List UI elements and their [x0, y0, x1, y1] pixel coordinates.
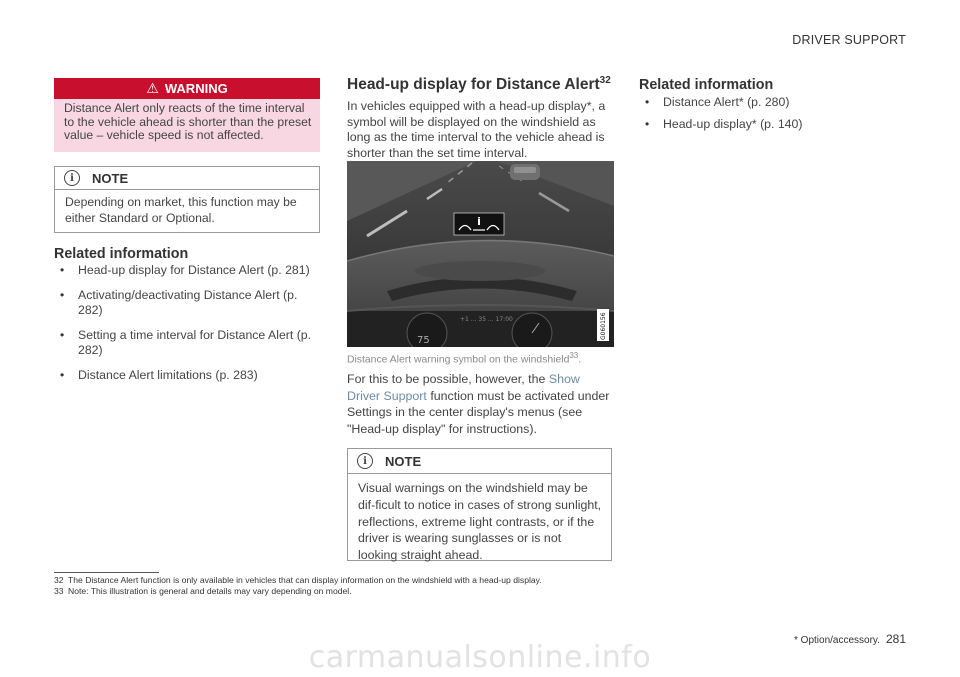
section-heading [347, 76, 611, 94]
footnote-text: Note: This illustration is general and details may vary depending on model. [68, 586, 352, 596]
related-info-heading: Related information [639, 77, 774, 93]
info-icon: i [357, 453, 373, 469]
footnote-number: 33 [54, 586, 64, 596]
para-text: function must be activated under Settings in the center display's menus (see "Head-up display" for instructions). [347, 388, 610, 436]
related-link-item[interactable]: • Distance Alert limitations (p. 283) [54, 368, 324, 384]
footnote-text: The Distance Alert function is only available in vehicles that can display information on the windshield with a head-up display. [68, 575, 542, 585]
info-icon: i [64, 170, 80, 186]
figure-caption-end: . [578, 354, 582, 366]
option-note: * Option/accessory. [794, 635, 880, 646]
footnote-ref[interactable]: 32 [599, 74, 611, 86]
section-heading-text: Head-up display for Distance Alert [347, 76, 600, 93]
figure-caption [347, 351, 581, 365]
figure-code: G060156 [600, 312, 607, 340]
warning-title: WARNING [164, 81, 228, 96]
windshield-illustration-svg [347, 161, 614, 347]
note-text: Depending on market, this function may be either Standard or Optional. [65, 195, 297, 225]
svg-text:+1 ... 35 ... 17:00: +1 ... 35 ... 17:00 [460, 316, 513, 323]
note-title: NOTE [385, 453, 422, 469]
note-text: Visual warnings on the windshield may be dif-ficult to notice in cases of strong sunlight, reflections, extreme light contrasts, or if the driver is wearing sunglasses or is not looking straight ahead. [358, 481, 602, 563]
windshield-illustration [347, 161, 614, 347]
body-paragraph: In vehicles equipped with a head-up display*, a symbol will be displayed on the windshield as long as the time interval to the vehicle ahead is shorter than the set time interval. [347, 99, 606, 160]
footnote [54, 575, 542, 585]
warning-header [54, 78, 320, 99]
footnote-ref[interactable]: 33 [569, 351, 579, 360]
footnote-divider [54, 572, 159, 573]
related-link-item[interactable]: • Activating/deactivating Distance Alert (p. 282) [54, 288, 324, 319]
note-box [347, 448, 612, 561]
warning-text: Distance Alert only reacts of the time interval to the vehicle ahead is shorter than the preset value – vehicle speed is not affected. [54, 99, 320, 152]
note-title: NOTE [92, 170, 129, 186]
figure-caption-text: Distance Alert warning symbol on the windshield [347, 354, 570, 366]
note-box [54, 166, 320, 233]
warning-triangle-icon: ⚠ [146, 80, 159, 96]
footnote-number: 32 [54, 575, 64, 585]
body-paragraph [347, 371, 615, 437]
related-info-heading: Related information [54, 246, 189, 262]
svg-text:75: 75 [417, 335, 430, 346]
note-header [55, 167, 319, 190]
related-link-item[interactable]: • Setting a time interval for Distance Alert (p. 282) [54, 328, 324, 359]
note-header [348, 449, 611, 474]
section-header: DRIVER SUPPORT [792, 33, 906, 47]
related-link-item[interactable]: • Head-up display for Distance Alert (p. 281) [54, 263, 324, 279]
page-number: 281 [885, 632, 906, 646]
footnote [54, 586, 352, 596]
related-info-list [54, 263, 324, 392]
svg-text:i: i [477, 215, 481, 228]
related-link-item[interactable]: • Head-up display* (p. 140) [639, 117, 899, 133]
para-text: For this to be possible, however, the [347, 372, 549, 386]
warning-box [54, 78, 320, 152]
watermark: carmanualsonline.info [308, 640, 652, 675]
related-link-item[interactable]: • Distance Alert* (p. 280) [639, 95, 899, 111]
menu-option-highlight: Show Driver Support [347, 372, 580, 403]
related-info-list [639, 95, 899, 138]
